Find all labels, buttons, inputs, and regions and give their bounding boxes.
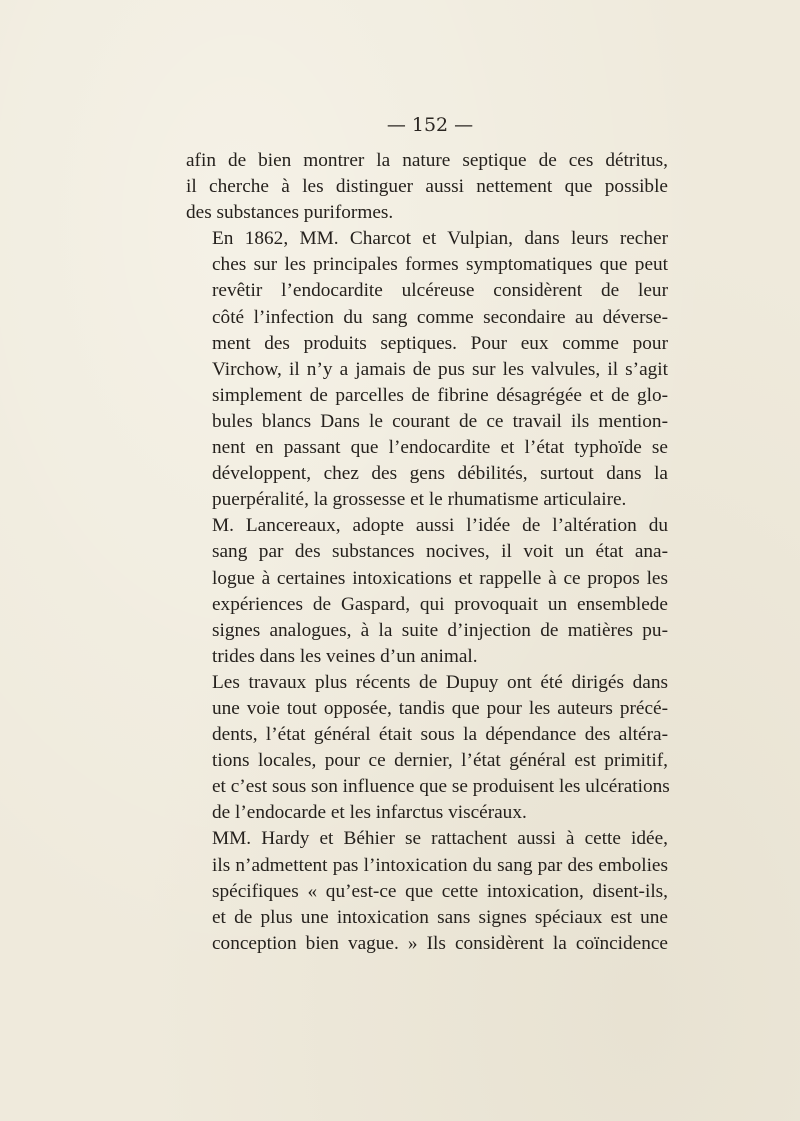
text-line: tions locales, pour ce dernier, l’état général est primitif, xyxy=(212,750,668,772)
paragraph xyxy=(186,670,668,827)
page-number: — 152 — xyxy=(386,114,474,136)
text-line: ment des produits septiques. Pour eux comme pour xyxy=(212,332,668,354)
text-line: simplement de parcelles de fibrine désagrégée et de glo- xyxy=(212,384,668,406)
text-line: En 1862, MM. Charcot et Vulpian, dans leurs recher xyxy=(212,228,668,250)
text-line: de l’endocarde et les infarctus viscéraux. xyxy=(212,802,527,824)
text-line: côté l’infection du sang comme secondaire au déverse- xyxy=(212,306,668,328)
text-line: il cherche à les distinguer aussi nettement que possible xyxy=(186,176,668,198)
text-line: conception bien vague. » Ils considèrent la coïncidence xyxy=(212,932,668,954)
text-line: et c’est sous son influence que se produisent les ulcérations xyxy=(212,776,670,798)
text-line: et de plus une intoxication sans signes spéciaux est une xyxy=(212,906,668,928)
paragraph xyxy=(186,513,668,670)
text-line: sang par des substances nocives, il voit un état ana- xyxy=(212,541,668,563)
text-line: développent, chez des gens débilités, surtout dans la xyxy=(212,463,668,485)
text-line: nent en passant que l’endocardite et l’état typhoïde se xyxy=(212,437,668,459)
text-line: puerpéralité, la grossesse et le rhumatisme articulaire. xyxy=(212,489,627,511)
text-line: revêtir l’endocardite ulcéreuse considèrent de leur xyxy=(212,280,668,302)
text-line: une voie tout opposée, tandis que pour les auteurs précé- xyxy=(212,697,668,719)
text-line: ches sur les principales formes symptomatiques que peut xyxy=(212,254,668,276)
text-line: spécifiques « qu’est-ce que cette intoxication, disent-ils, xyxy=(212,880,668,902)
text-line: Virchow, il n’y a jamais de pus sur les valvules, il s’agit xyxy=(212,358,668,380)
paragraph xyxy=(186,826,668,956)
text-line: expériences de Gaspard, qui provoquait un ensemblede xyxy=(212,593,668,615)
text-line: trides dans les veines d’un animal. xyxy=(212,645,478,667)
text-line: des substances puriformes. xyxy=(186,202,394,224)
text-line: ils n’admettent pas l’intoxication du sang par des embolies xyxy=(212,854,668,876)
paragraph xyxy=(186,226,668,513)
text-line: MM. Hardy et Béhier se rattachent aussi à cette idée, xyxy=(212,828,668,850)
text-line: bules blancs Dans le courant de ce travail ils mention- xyxy=(212,410,668,432)
text-line: dents, l’état général était sous la dépendance des altéra- xyxy=(212,724,668,746)
text-line: afin de bien montrer la nature septique de ces détritus, xyxy=(186,150,668,171)
paragraph xyxy=(186,148,668,226)
text-line: signes analogues, à la suite d’injection de matières pu- xyxy=(212,619,668,641)
text-line: M. Lancereaux, adopte aussi l’idée de l’altération du xyxy=(212,515,668,537)
text-line: Les travaux plus récents de Dupuy ont été dirigés dans xyxy=(212,671,668,693)
body-text xyxy=(186,148,668,957)
text-line: logue à certaines intoxications et rappelle à ce propos les xyxy=(212,567,668,589)
